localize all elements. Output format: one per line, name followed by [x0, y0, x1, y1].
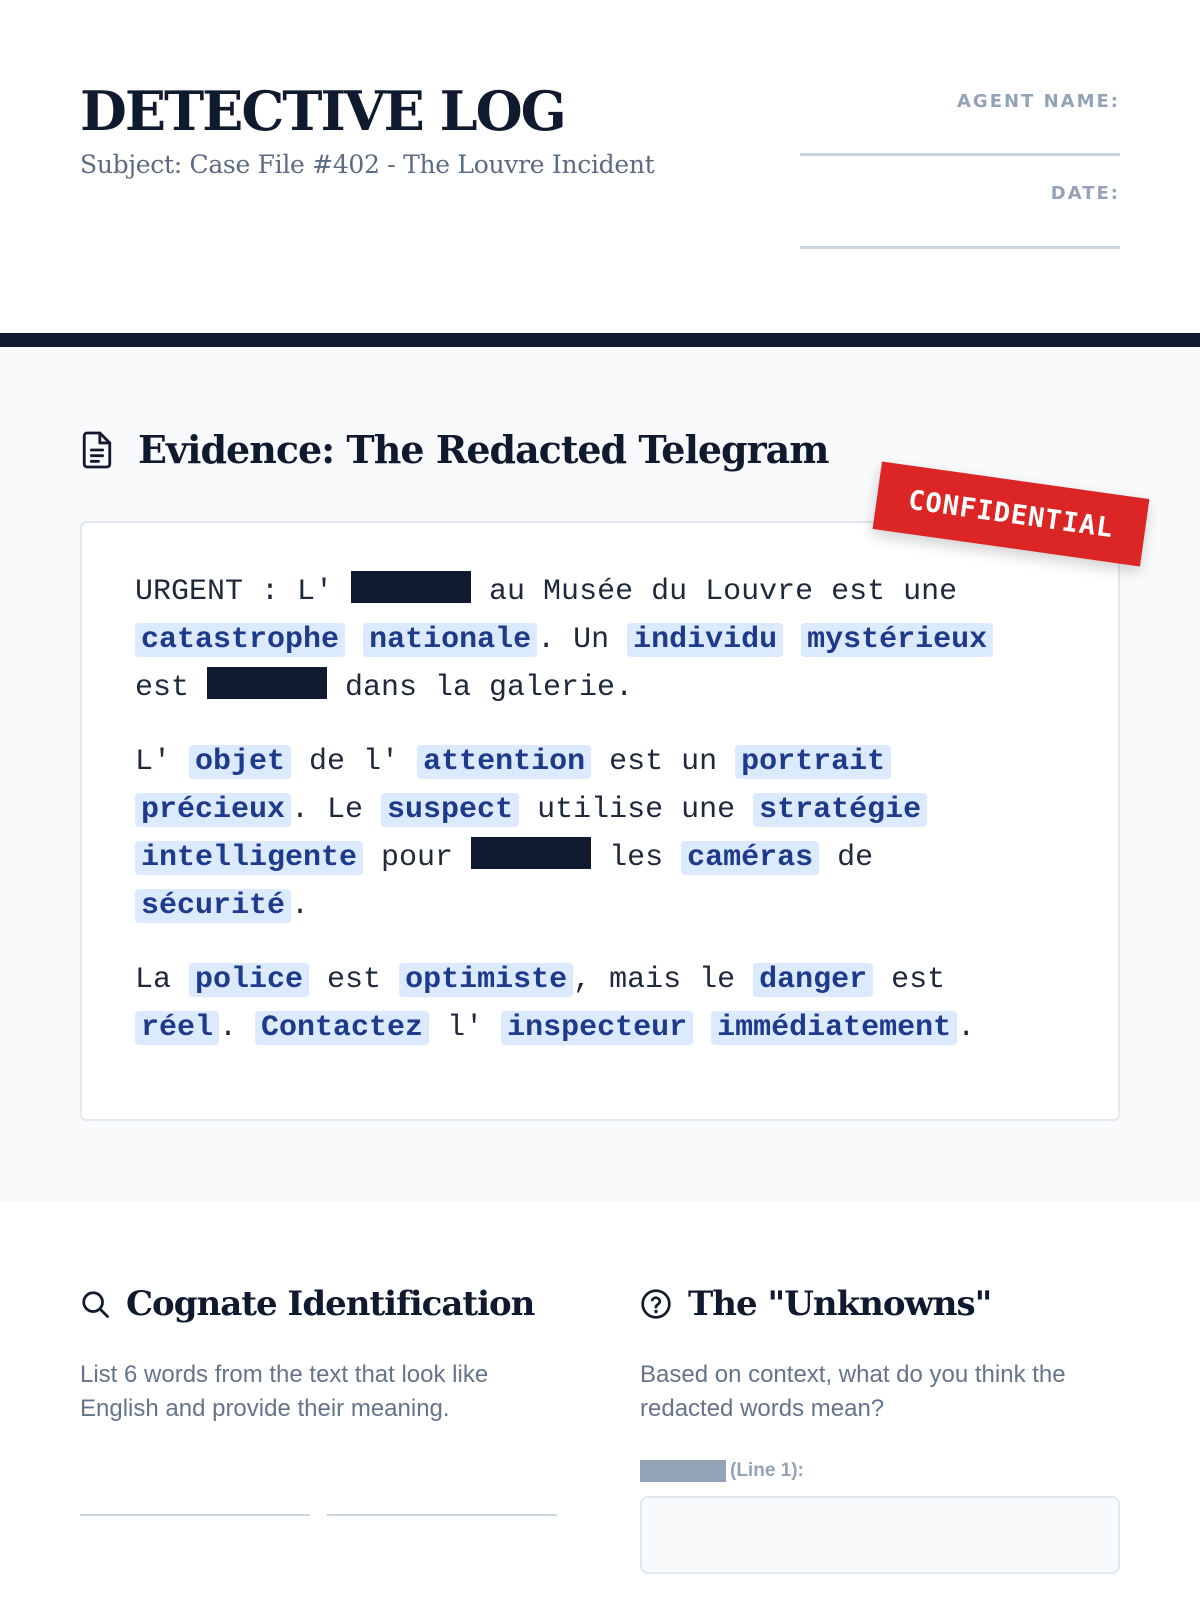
cognate-word: mystérieux	[801, 623, 993, 657]
cognate-word: inspecteur	[501, 1011, 693, 1045]
document-icon	[80, 431, 114, 469]
line-reference: (Line 1):	[730, 1460, 804, 1481]
telegram-text-segment: l'	[429, 1011, 502, 1045]
worksheet-section	[0, 1202, 1200, 1600]
telegram-text-segment: de	[819, 841, 874, 875]
cognate-word: nationale	[363, 623, 537, 657]
cognate-word: Contactez	[255, 1011, 429, 1045]
cognate-word: réel	[135, 1011, 219, 1045]
cognate-word: stratégie	[753, 793, 927, 827]
date-field[interactable]	[800, 246, 1120, 249]
telegram-text-segment: , mais le	[573, 963, 754, 997]
telegram-text-segment: est	[873, 963, 946, 997]
telegram-text-segment: La	[135, 963, 190, 997]
cognate-heading	[80, 1284, 534, 1324]
page-title: DETECTIVE LOG	[80, 79, 565, 143]
telegram-text-segment: est	[135, 671, 208, 705]
telegram-text-segment: .	[219, 1011, 256, 1045]
evidence-heading-text: Evidence: The Redacted Telegram	[138, 427, 829, 472]
telegram-text-segment: . Un	[537, 623, 628, 657]
telegram-text-segment	[783, 623, 801, 657]
confidential-stamp: CONFIDENTIAL	[873, 462, 1150, 567]
cognate-word: optimiste	[399, 963, 573, 997]
telegram-text-segment: au Musée du Louvre est une	[471, 575, 958, 609]
date-label: DATE:	[1050, 183, 1120, 204]
evidence-heading	[80, 427, 828, 472]
cognate-heading-text: Cognate Identification	[126, 1284, 535, 1324]
telegram-paragraph	[135, 956, 1035, 1052]
telegram-text-segment: de l'	[291, 745, 418, 779]
cognate-word: caméras	[681, 841, 819, 875]
cognate-word: objet	[189, 745, 291, 779]
unknowns-heading-text: The "Unknowns"	[688, 1284, 992, 1324]
telegram-text-segment: . Le	[291, 793, 382, 827]
telegram-text-segment: .	[957, 1011, 976, 1045]
telegram-text-segment: URGENT : L'	[135, 575, 352, 609]
telegram-text-segment	[693, 1011, 711, 1045]
telegram-text-segment	[345, 623, 363, 657]
redaction-block	[640, 1460, 726, 1482]
cognate-word: portrait	[735, 745, 891, 779]
agent-name-field[interactable]	[800, 153, 1120, 156]
telegram-text-segment: est	[309, 963, 400, 997]
search-icon	[80, 1289, 110, 1319]
redacted-word	[351, 571, 471, 603]
cognate-meaning-line[interactable]	[327, 1514, 557, 1516]
cognate-word: suspect	[381, 793, 519, 827]
unknowns-heading	[640, 1284, 991, 1324]
telegram-text-segment: dans la galerie.	[327, 671, 634, 705]
telegram-text-segment: les	[591, 841, 682, 875]
cognate-instructions: List 6 words from the text that look like English and provide their meaning.	[80, 1361, 489, 1422]
cognate-word: immédiatement	[711, 1011, 957, 1045]
cognate-word: intelligente	[135, 841, 363, 875]
case-subject: Subject: Case File #402 - The Louvre Incident	[80, 150, 655, 179]
telegram-text-segment: utilise une	[519, 793, 754, 827]
redacted-field-label	[640, 1460, 804, 1482]
telegram-text-segment: L'	[135, 745, 190, 779]
telegram-paragraph	[135, 738, 1035, 930]
question-circle-icon	[640, 1288, 672, 1320]
redacted-word	[207, 667, 327, 699]
cognate-word: attention	[417, 745, 591, 779]
cognate-word: individu	[627, 623, 783, 657]
telegram-text-segment: .	[291, 889, 310, 923]
cognate-word: catastrophe	[135, 623, 345, 657]
cognate-word: précieux	[135, 793, 291, 827]
header-divider	[0, 333, 1200, 347]
telegram-text-segment: pour	[363, 841, 472, 875]
unknowns-instructions: Based on context, what do you think the redacted words mean?	[640, 1361, 1066, 1422]
cognate-answer-line[interactable]	[80, 1514, 310, 1516]
telegram-paragraph	[135, 568, 1035, 712]
telegram-text	[135, 568, 1035, 1078]
cognate-word: sécurité	[135, 889, 291, 923]
redacted-word	[471, 837, 591, 869]
redacted-answer-input[interactable]	[640, 1496, 1120, 1574]
cognate-word: police	[189, 963, 309, 997]
agent-name-label: AGENT NAME:	[956, 91, 1120, 112]
telegram-text-segment: est un	[591, 745, 736, 779]
log-header	[0, 0, 1200, 335]
cognate-word: danger	[753, 963, 873, 997]
